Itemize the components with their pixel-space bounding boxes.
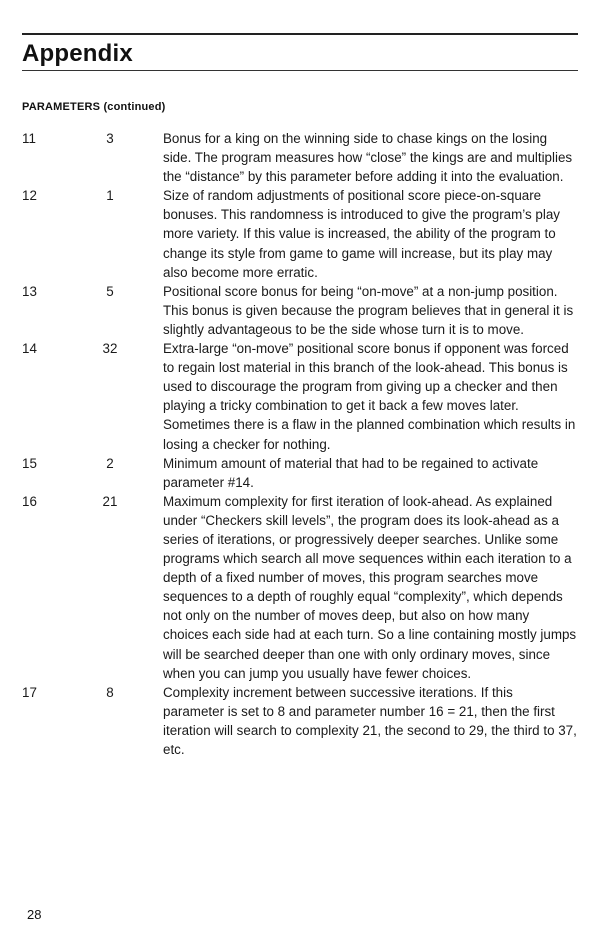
parameter-value: 1	[106, 188, 114, 204]
parameter-row	[22, 186, 578, 281]
parameter-value: 2	[106, 455, 114, 471]
parameter-row	[22, 282, 578, 339]
parameter-number: 15	[22, 455, 37, 471]
parameter-description: Maximum complexity for first iteration of look-ahead. As explained under “Checkers skill levels”, the program does its look-ahead as a series of iterations, or progressively deeper searches. Unlike some programs which search all move sequences within each iteration to a depth of a fixed number of moves, this program searches move sequences to a depth of roughly equal “complexity”, which depends not only on the number of moves deep, but also on how many choices each side had at each turn. So a line containing mostly jumps will be searched deeper than one with only ordinary moves, since when you can jump you usually have fewer choices.	[163, 493, 577, 681]
title-rule	[22, 70, 578, 71]
page-number: 28	[27, 907, 42, 922]
parameter-value: 21	[102, 493, 118, 509]
parameter-description: Size of random adjustments of positional score piece-on-square bonuses. This randomness is introduced to give the program’s play more variety. If this value is increased, the ability of the program to change its style from game to game will increase, but its play may also become more erratic.	[163, 188, 560, 280]
parameter-description: Complexity increment between successive iterations. If this parameter is set to 8 and parameter number 16 = 21, then the first iteration will search to complexity 21, the second to 29, the third to 37, etc.	[163, 684, 577, 757]
page-title: Appendix	[22, 40, 133, 67]
parameter-number: 11	[22, 131, 36, 146]
parameter-description: Minimum amount of material that had to be regained to activate parameter #14.	[163, 455, 539, 490]
top-rule	[22, 33, 578, 35]
parameter-row	[22, 339, 578, 454]
parameter-row	[22, 492, 578, 683]
parameter-number: 13	[22, 283, 37, 299]
parameter-row	[22, 454, 578, 492]
parameter-value: 8	[106, 684, 114, 700]
parameter-number: 14	[22, 341, 37, 357]
parameter-number: 16	[22, 493, 37, 509]
parameter-list	[22, 129, 578, 759]
section-heading: PARAMETERS (continued)	[22, 101, 166, 113]
parameter-row	[22, 683, 578, 759]
parameter-description: Extra-large “on-move” positional score bonus if opponent was forced to regain lost material in this branch of the look-ahead. This bonus is used to discourage the program from giving up a checker and then playing a tricky combination to get it back a few moves later. Sometimes there is a flaw in the planned combination which results in losing a checker for nothing.	[163, 341, 576, 452]
parameter-value: 32	[102, 341, 118, 357]
parameter-description: Positional score bonus for being “on-move” at a non-jump position. This bonus is given because the program believes that in general it is slightly advantageous to be the side whose turn it is to move.	[163, 283, 574, 337]
parameter-number: 17	[22, 684, 37, 700]
parameter-description: Bonus for a king on the winning side to chase kings on the losing side. The program measures how “close” the kings are and multiplies the “distance” by this parameter before adding it into the evaluation.	[163, 131, 573, 185]
parameter-value: 3	[106, 131, 114, 146]
parameter-number: 12	[22, 188, 37, 204]
parameter-value: 5	[106, 283, 114, 299]
parameter-row	[22, 129, 578, 186]
